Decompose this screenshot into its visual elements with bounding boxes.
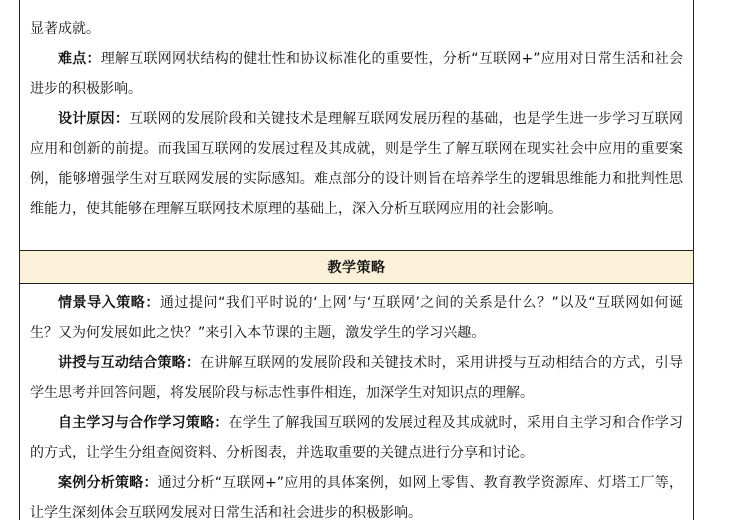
strategies-cell <box>20 284 693 520</box>
continuation-paragraph: 显著成就。 <box>30 21 100 37</box>
strategy-label: 案例分析策略： <box>58 475 158 491</box>
strategy-paragraph-self-cooperative <box>30 408 683 468</box>
difficulty-paragraph <box>30 44 683 104</box>
key-points-cell <box>20 0 693 251</box>
section-title: 教学策略 <box>327 260 386 276</box>
teaching-strategy-header <box>20 251 693 284</box>
design-rationale-paragraph <box>30 104 683 224</box>
strategy-label: 自主学习与合作学习策略： <box>58 415 229 431</box>
strategy-paragraph-lecture-interaction <box>30 348 683 408</box>
strategy-text: 在学生了解我国互联网的发展过程及其成就时，采用自主学习和合作学习的方式，让学生分组查阅资料、分析图表，并选取重要的关键点进行分享和讨论。 <box>30 415 684 461</box>
strategy-label: 情景导入策略： <box>58 295 160 311</box>
lesson-plan-table <box>19 0 694 520</box>
difficulty-text: 理解互联网网状结构的健壮性和协议标准化的重要性，分析“互联网+”应用对日常生活和社会进步的积极影响。 <box>30 51 684 97</box>
difficulty-label: 难点： <box>58 51 101 67</box>
strategy-text: 通过分析“互联网+”应用的具体案例，如网上零售、教育教学资源库、灯塔工厂等，让学生深刻体会互联网发展对日常生活和社会进步的积极影响。 <box>30 475 684 520</box>
strategy-paragraph-situational <box>30 288 683 348</box>
strategy-text: 在讲解互联网的发展阶段和关键技术时，采用讲授与互动相结合的方式，引导学生思考并回答问题，将发展阶段与标志性事件相连，加深学生对知识点的理解。 <box>30 355 683 401</box>
design-rationale-label: 设计原因： <box>58 111 130 127</box>
strategy-label: 讲授与互动结合策略： <box>58 355 201 371</box>
strategy-paragraph-case-analysis <box>30 468 683 520</box>
design-rationale-text: 互联网的发展阶段和关键技术是理解互联网发展历程的基础，也是学生进一步学习互联网应用和创新的前提。而我国互联网的发展过程及其成就，则是学生了解互联网在现实社会中应用的重要案例，能够增强学生对互联网发展的实际感知。难点部分的设计则旨在培养学生的逻辑思维能力和批判性思维能力，使其能够在理解互联网技术原理的基础上，深入分析互联网应用的社会影响。 <box>30 111 683 217</box>
strategy-text: 通过提问“我们平时说的‘上网’与‘互联网’之间的关系是什么？”以及“互联网如何诞生？又为何发展如此之快？”来引入本节课的主题，激发学生的学习兴趣。 <box>30 295 683 341</box>
